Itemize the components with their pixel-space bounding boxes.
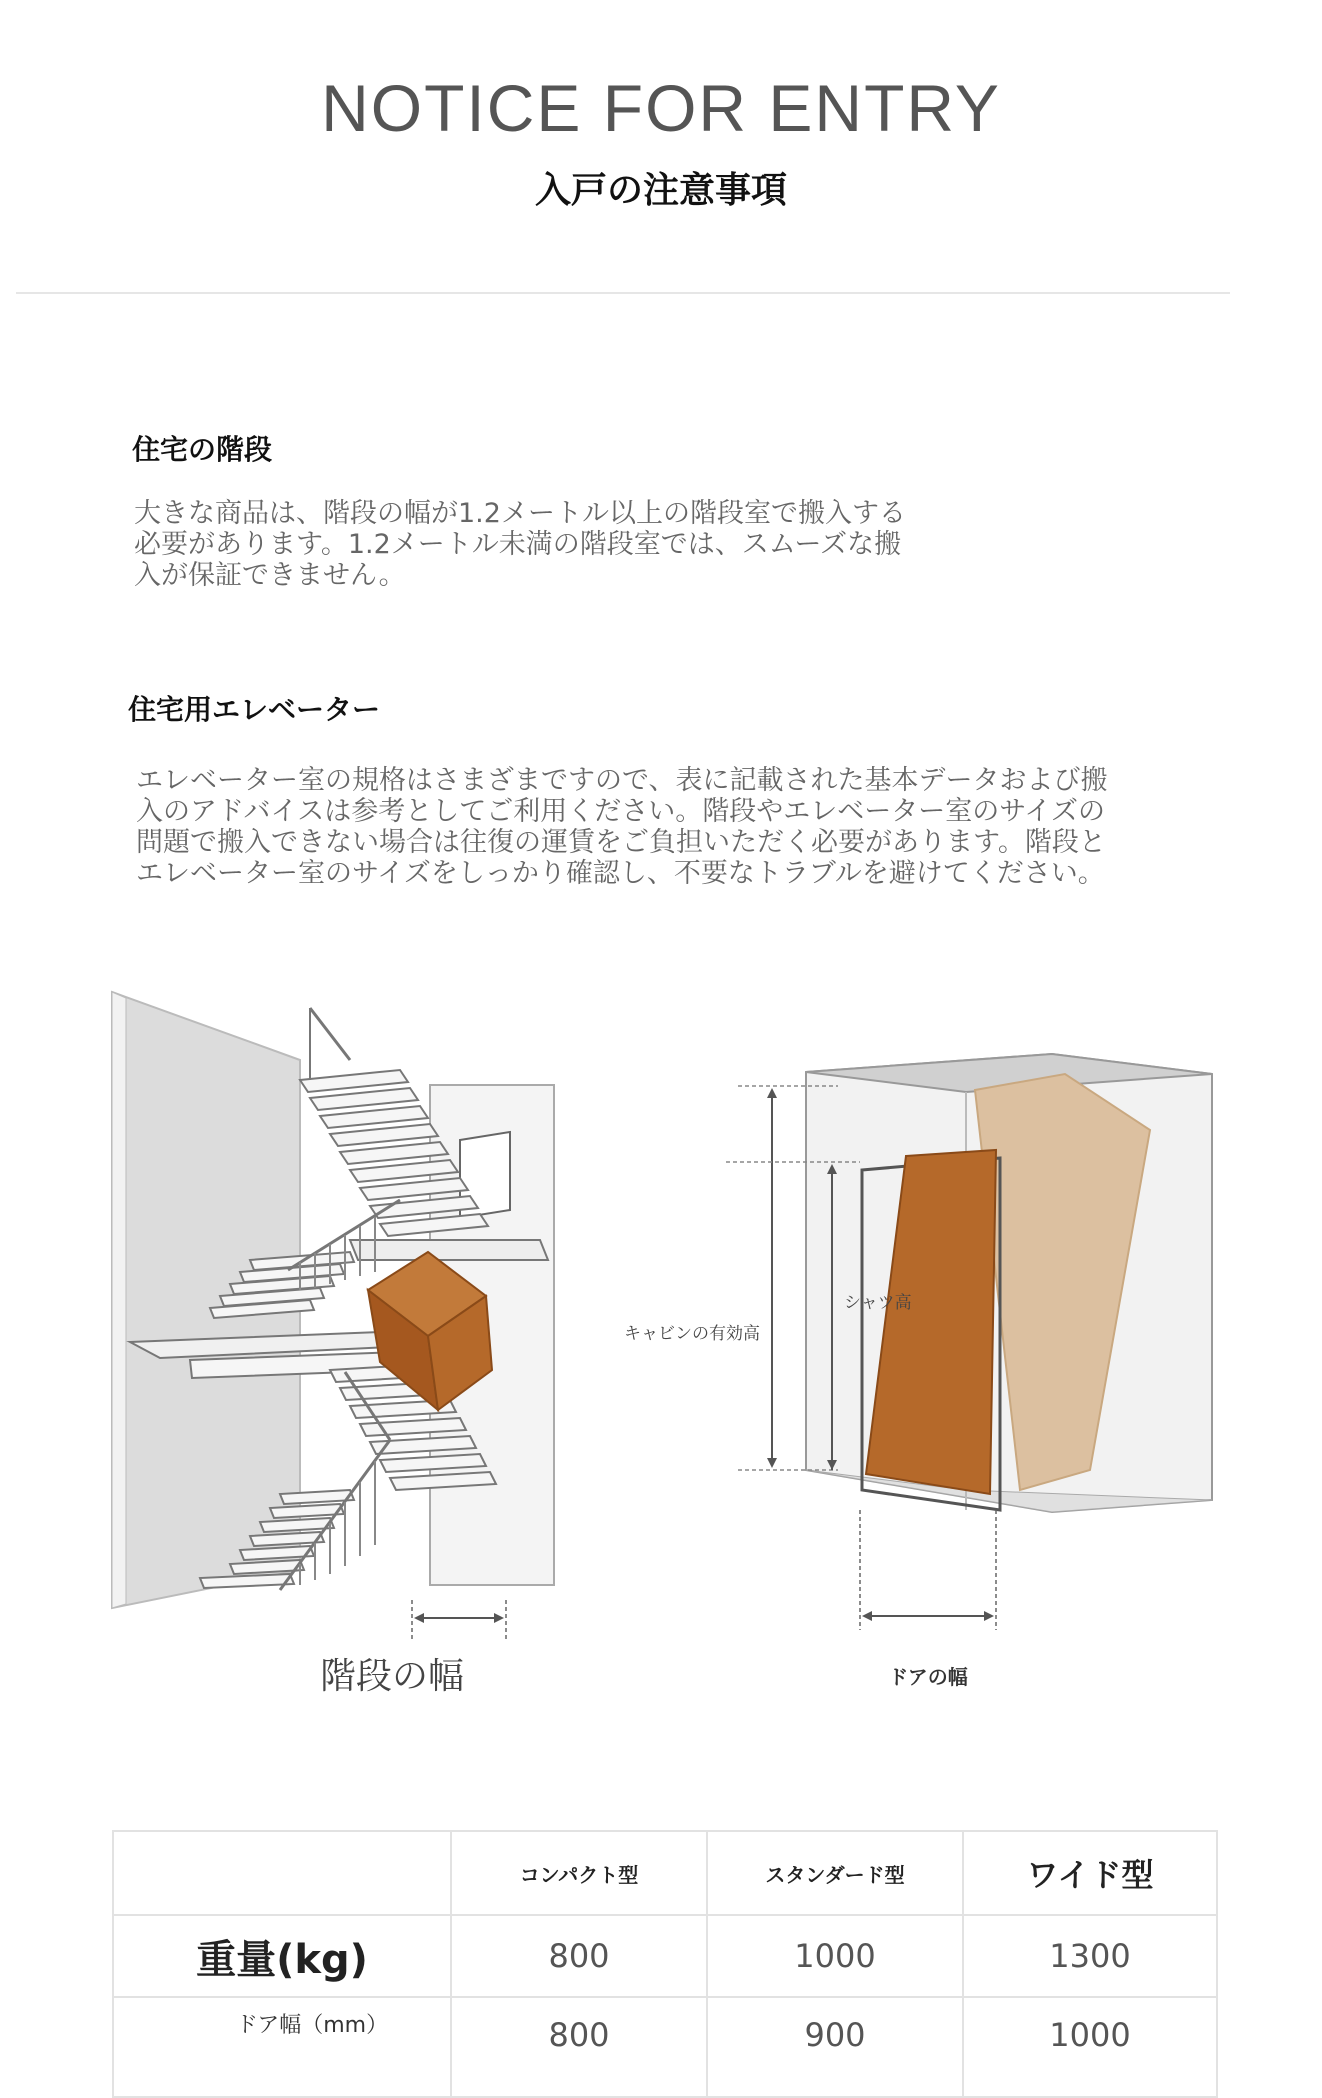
stairs-heading: 住宅の階段: [132, 433, 273, 466]
table-row: [113, 1915, 1217, 1997]
staircase-illustration: [112, 992, 554, 1640]
elevator-line: エレベーター室のサイズをしっかり確認し、不要なトラブルを避けてください。: [136, 858, 1105, 889]
stairs-line: 入が保証できません。: [134, 560, 406, 591]
table-cell: 900: [707, 1997, 963, 2097]
table-header-empty: [113, 1831, 451, 1915]
door-width-caption: ドアの幅: [888, 1665, 968, 1689]
shaft-height-label: シャツ高: [844, 1293, 912, 1313]
cabin-height-label: キャビンの有効高: [624, 1324, 760, 1344]
page-subtitle: 入戸の注意事項: [534, 170, 787, 211]
column-header: スタンダード型: [707, 1831, 963, 1915]
column-header: ワイド型: [963, 1831, 1217, 1915]
stairs-width-caption: 階段の幅: [319, 1656, 465, 1697]
elevator-heading: 住宅用エレベーター: [128, 693, 381, 726]
row-label: 重量(kg): [113, 1915, 451, 1997]
illustrations: [100, 970, 1230, 1710]
table-cell: 800: [451, 1915, 707, 1997]
stairs-line: 必要があります。1.2メートル未満の階段室では、スムーズな搬: [134, 529, 902, 560]
table-header-row: [113, 1831, 1217, 1915]
table-cell: 1000: [963, 1997, 1217, 2097]
elevator-description: [136, 765, 1196, 889]
table-cell: 1300: [963, 1915, 1217, 1997]
spec-table: [112, 1830, 1218, 2098]
elevator-line: 入のアドバイスは参考としてご利用ください。階段やエレベーター室のサイズの: [136, 796, 1106, 827]
elevator-line: 問題で搬入できない場合は往復の運賃をご負担いただく必要があります。階段と: [136, 827, 1106, 858]
page-title: NOTICE FOR ENTRY: [321, 71, 1001, 145]
table-cell: 1000: [707, 1915, 963, 1997]
stairs-line: 大きな商品は、階段の幅が1.2メートル以上の階段室で搬入する: [134, 498, 906, 529]
divider: [16, 292, 1230, 294]
row-label: ドア幅（mm）: [113, 1997, 451, 2097]
table-cell: 800: [451, 1997, 707, 2097]
table-row: [113, 1997, 1217, 2097]
elevator-line: エレベーター室の規格はさまざまですので、表に記載された基本データおよび搬: [136, 765, 1108, 796]
column-header: コンパクト型: [451, 1831, 707, 1915]
elevator-illustration: [624, 1054, 1212, 1630]
stairs-description: [134, 498, 974, 591]
